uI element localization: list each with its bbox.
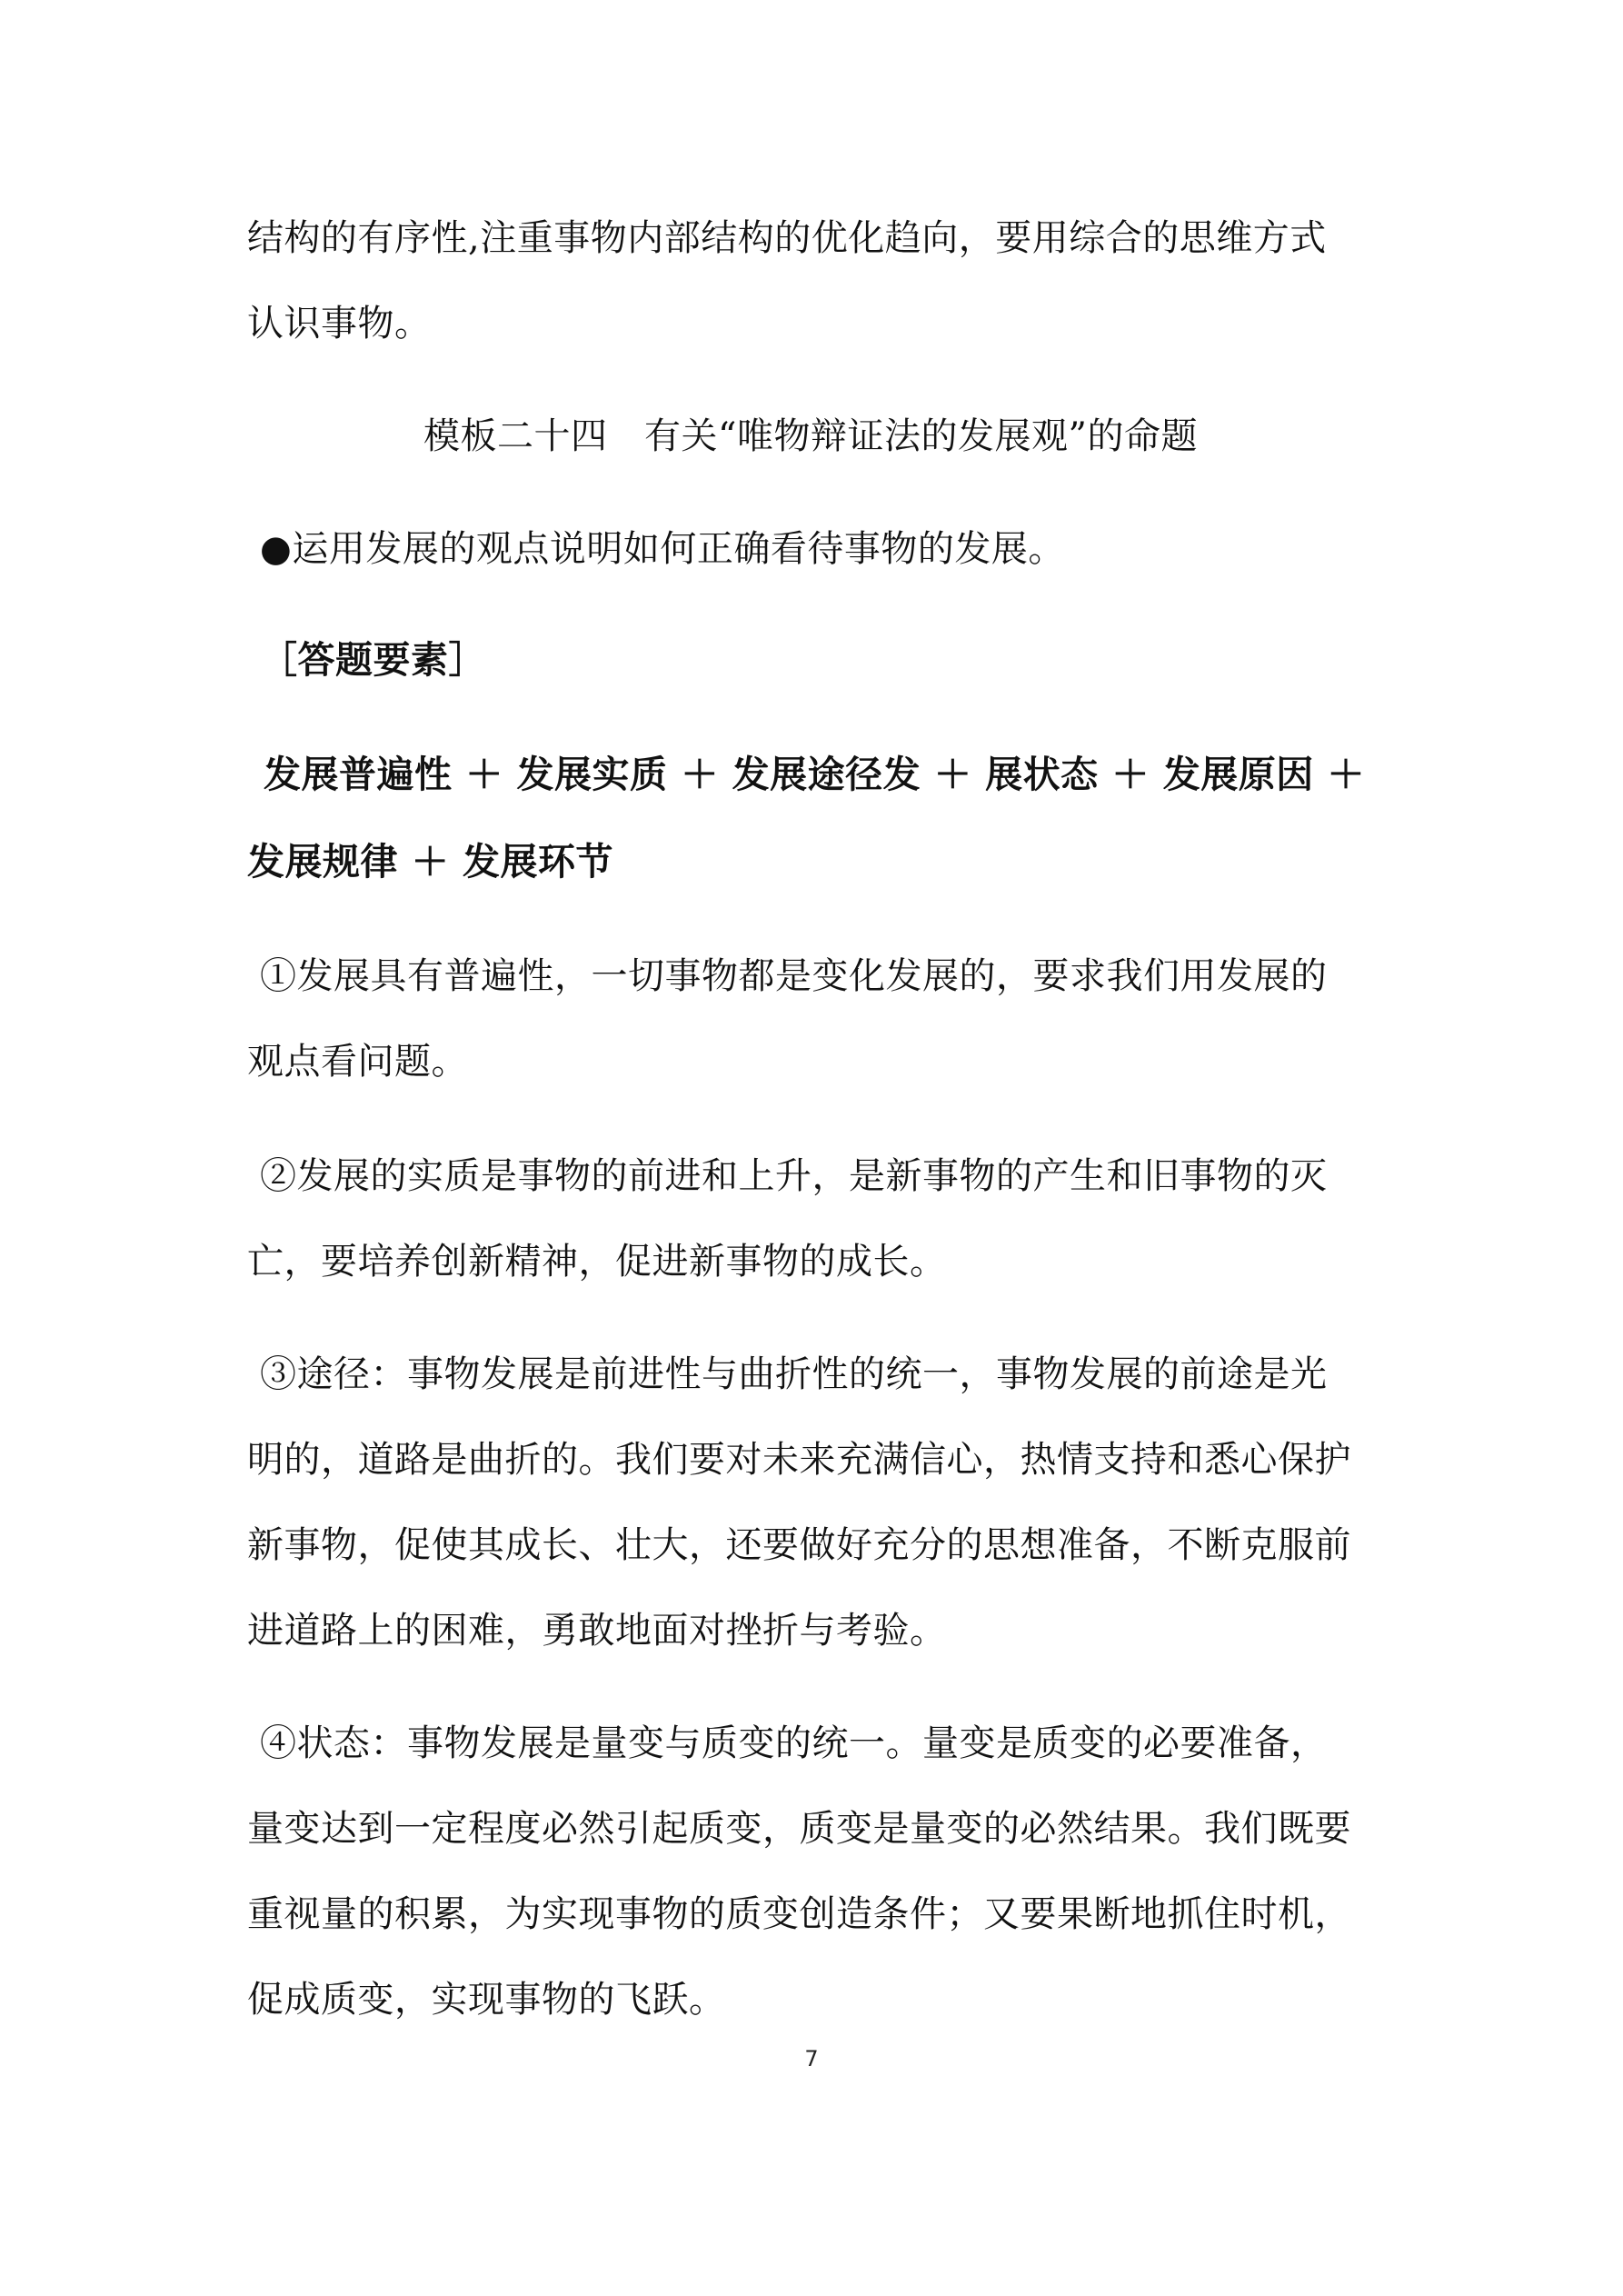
answer-elements-line: 发展普遍性 ＋ 发展实质 ＋ 发展途径发 ＋ 展状态 ＋ 发展原因 ＋ [264,753,1365,796]
answer-elements-line: 发展规律 ＋ 发展环节 [247,840,614,883]
paragraph-line: 认识事物。 [247,303,432,344]
point-1-line: ①发展具有普遍性，一切事物都是变化发展的，要求我们用发展的 [260,955,1328,997]
point-4-line: 重视量的积累，为实现事物的质变创造条件；又要果断地抓住时机， [247,1893,1351,1935]
point-4-line: ④状态：事物发展是量变与质变的统一。量变是质变的必要准备， [260,1722,1328,1764]
answer-elements-heading: ［答题要素］ [260,638,486,682]
point-3-line: 新事物，促使其成长、壮大，还要做好充分的思想准备，不断克服前 [247,1524,1351,1566]
section-title: 模板二十四 有关“唯物辩证法的发展观”的命题 [423,415,1198,457]
point-3-line: 明的，道路是曲折的。我们要对未来充满信心，热情支持和悉心保护 [247,1439,1351,1481]
point-4-line: 促成质变，实现事物的飞跃。 [247,1979,726,2021]
question-text: ●运用发展的观点说明如何正确看待事物的发展。 [260,528,1065,570]
point-2-line: ②发展的实质是事物的前进和上升，是新事物的产生和旧事物的灭 [260,1155,1328,1197]
point-1-line: 观点看问题。 [247,1041,468,1083]
point-4-line: 量变达到一定程度必然引起质变，质变是量变的必然结果。我们既要 [247,1808,1351,1850]
paragraph-line: 结构的有序性,注重事物内部结构的优化趋向，要用综合的思维方式 [247,217,1327,259]
point-3-line: ③途径：事物发展是前进性与曲折性的统一，事物发展的前途是光 [260,1353,1328,1395]
point-3-line: 进道路上的困难，勇敢地面对挫折与考验。 [247,1610,947,1652]
page-number: 7 [804,2046,819,2071]
point-2-line: 亡，要培养创新精神，促进新事物的成长。 [247,1241,947,1283]
